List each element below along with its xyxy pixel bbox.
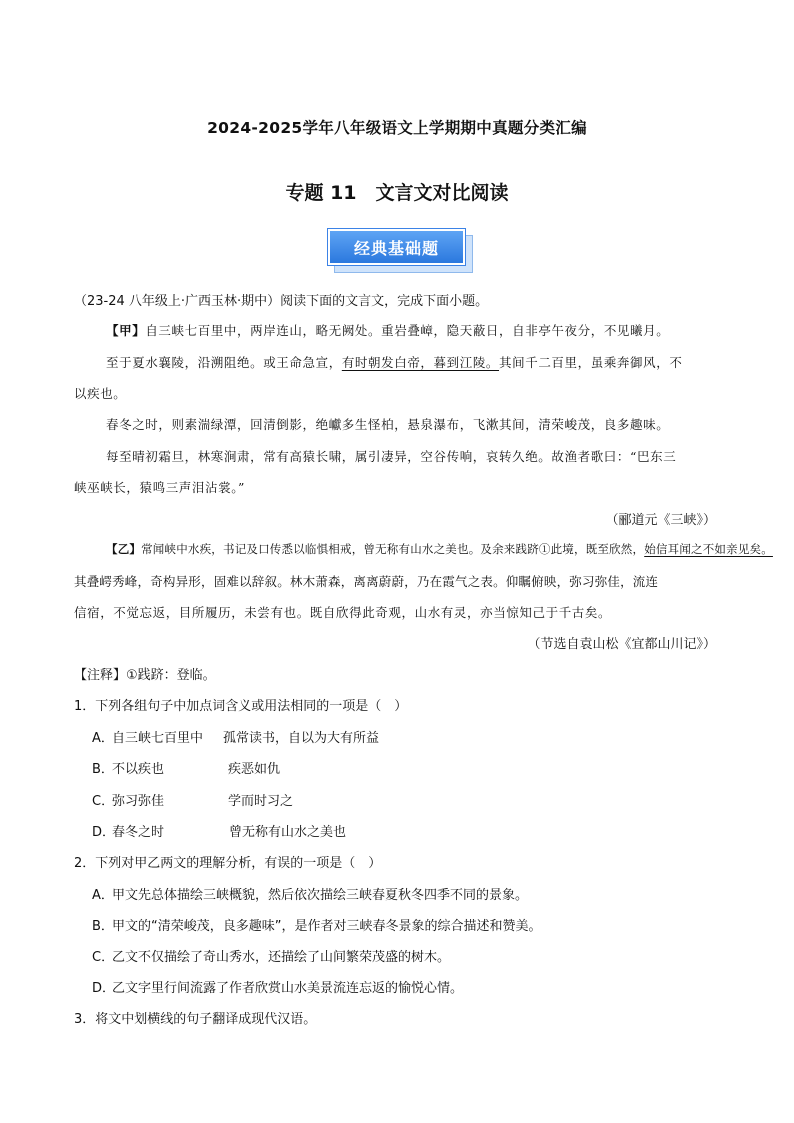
annotation-note: 【注释】①践跻：登临。: [74, 668, 216, 683]
jia-paragraph-2-cont: 以疾也。: [74, 386, 127, 401]
badge-label: 经典基础题: [328, 229, 465, 265]
q2-option-b[interactable]: B．甲文的“清荣峻茂，良多趣味”，是作者对三峡春冬景象的综合描述和赞美。: [92, 919, 542, 934]
jia-paragraph-3: 春冬之时，则素湍绿潭，回清倒影，绝巘多生怪柏，悬泉瀑布，飞漱其间，清荣峻茂，良多趣味。: [106, 417, 670, 432]
topic-title: 专题 11 文言文对比阅读: [285, 182, 509, 204]
q2-option-d[interactable]: D．乙文字里行间流露了作者欣赏山水美景流连忘返的愉悦心情。: [92, 981, 464, 996]
q1-option-c[interactable]: C．弥习弥佳 学而时习之: [92, 794, 294, 809]
document-title: 2024-2025学年八年级语文上学期期中真题分类汇编: [207, 119, 587, 137]
question-2-stem: 2．下列对甲乙两文的理解分析，有误的一项是（ ）: [74, 856, 382, 871]
yi-line-2: 其叠崿秀峰，奇构异形，固难以辞叙。林木萧森，离离蔚蔚，乃在霞气之表。仰瞩俯映，弥习弥佳，流连: [74, 574, 659, 589]
q1-option-b[interactable]: B．不以疾也 疾恶如仇: [92, 762, 281, 777]
section-badge: [328, 229, 471, 271]
underlined-sentence-2: 始信耳闻之不如亲见矣。: [644, 542, 773, 556]
question-1-stem: 1．下列各组句子中加点词含义或用法相同的一项是（ ）: [74, 699, 408, 714]
jia-paragraph-4: 每至晴初霜旦，林寒涧肃，常有高猿长啸，属引凄异，空谷传响，哀转久绝。故渔者歌曰：“巴东三: [106, 449, 677, 464]
jia-paragraph-4-cont: 峡巫峡长，猿鸣三声泪沾裳。”: [74, 480, 246, 495]
yi-line-1: 【乙】常闻峡中水疾，书记及口传悉以临惧相戒，曾无称有山水之美也。及余来践跻①此境，既至欣然，始信耳闻之不如亲见矣。: [106, 542, 773, 556]
source-line: （23-24 八年级上·广西玉林·期中）阅读下面的文言文，完成下面小题。: [74, 294, 489, 309]
q1-option-a[interactable]: A．自三峡七百里中 孤常读书，自以为大有所益: [92, 731, 380, 746]
yi-line-3: 信宿，不觉忘返，目所履历，未尝有也。既自欣得此奇观，山水有灵，亦当惊知己于千古矣。: [74, 605, 612, 620]
yi-mark: 【乙】: [106, 542, 142, 556]
jia-citation: （郦道元《三峡》）: [605, 513, 716, 528]
q2-option-c[interactable]: C．乙文不仅描绘了奇山秀水，还描绘了山间繁荣茂盛的树木。: [92, 950, 451, 965]
jia-paragraph-2: 至于夏水襄陵，沿溯阻绝。或王命急宣，有时朝发白帝，暮到江陵。其间千二百里，虽乘奔御风，不: [106, 355, 683, 370]
yi-citation: （节选自袁山松《宜都山川记》）: [527, 637, 716, 652]
underlined-sentence-1: 有时朝发白帝，暮到江陵。: [341, 355, 500, 370]
question-3-stem: 3．将文中划横线的句子翻译成现代汉语。: [74, 1012, 317, 1027]
jia-mark: 【甲】: [106, 323, 146, 338]
q1-option-d[interactable]: D．春冬之时 曾无称有山水之美也: [92, 825, 347, 840]
jia-paragraph-1: 【甲】自三峡七百里中，两岸连山，略无阙处。重岩叠嶂，隐天蔽日，自非亭午夜分，不见曦月。: [106, 323, 670, 338]
q2-option-a[interactable]: A．甲文先总体描绘三峡概貌，然后依次描绘三峡春夏秋冬四季不同的景象。: [92, 888, 529, 903]
